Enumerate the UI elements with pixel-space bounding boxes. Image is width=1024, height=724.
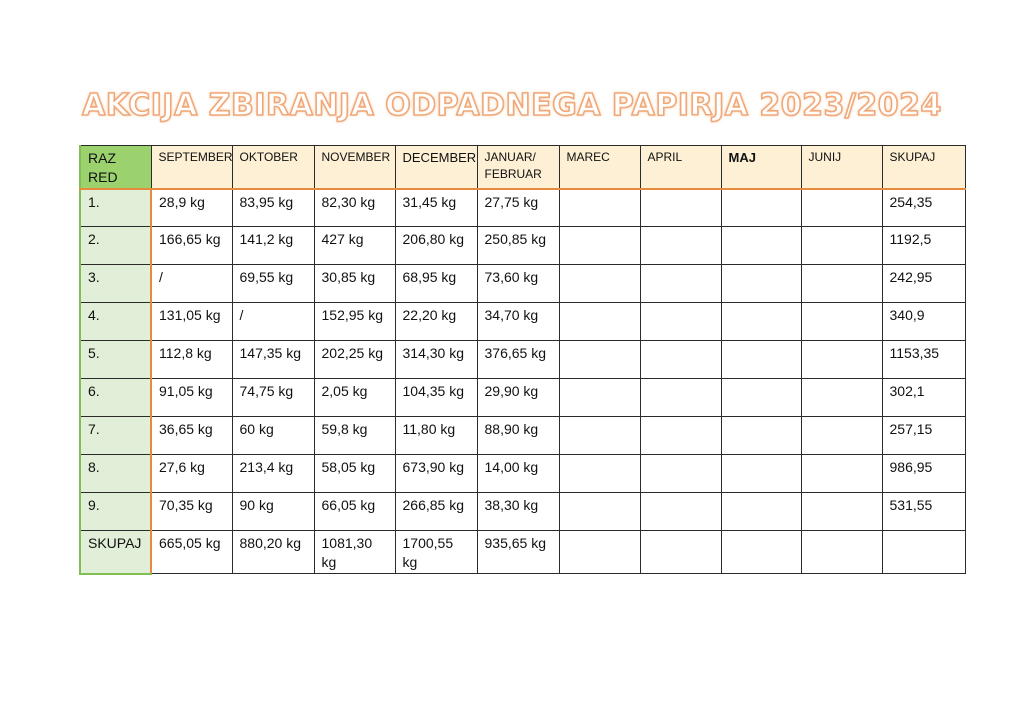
cell-november: 30,85 kg (314, 265, 395, 303)
cell-maj (721, 303, 801, 341)
cell-marec (559, 265, 640, 303)
cell-december: 22,20 kg (395, 303, 477, 341)
cell-skupaj: 1153,35 (882, 341, 965, 379)
cell-maj (721, 379, 801, 417)
table-row (80, 227, 965, 265)
cell-december: 104,35 kg (395, 379, 477, 417)
cell-class: 3. (80, 265, 151, 303)
cell-januar-februar: 376,65 kg (477, 341, 559, 379)
cell-class: 5. (80, 341, 151, 379)
cell-oktober: / (232, 303, 314, 341)
cell-december: 266,85 kg (395, 493, 477, 531)
cell-april (640, 493, 721, 531)
table-row (80, 189, 965, 227)
cell-januar-februar: 38,30 kg (477, 493, 559, 531)
cell-september: 665,05 kg (151, 531, 232, 574)
cell-september: 27,6 kg (151, 455, 232, 493)
cell-maj (721, 417, 801, 455)
cell-skupaj: 531,55 (882, 493, 965, 531)
cell-junij (801, 493, 882, 531)
table-row (80, 265, 965, 303)
table-row (80, 493, 965, 531)
cell-class: 8. (80, 455, 151, 493)
cell-skupaj: 257,15 (882, 417, 965, 455)
cell-marec (559, 531, 640, 574)
cell-marec (559, 303, 640, 341)
cell-maj (721, 531, 801, 574)
header-maj: MAJ (721, 146, 801, 189)
cell-junij (801, 303, 882, 341)
cell-oktober: 141,2 kg (232, 227, 314, 265)
cell-november: 66,05 kg (314, 493, 395, 531)
cell-marec (559, 227, 640, 265)
header-september: SEPTEMBER (151, 146, 232, 189)
cell-oktober: 74,75 kg (232, 379, 314, 417)
table-row (80, 341, 965, 379)
table-row (80, 379, 965, 417)
cell-november: 2,05 kg (314, 379, 395, 417)
cell-april (640, 189, 721, 227)
header-oktober: OKTOBER (232, 146, 314, 189)
cell-september: / (151, 265, 232, 303)
total-row (80, 531, 965, 574)
cell-class: 9. (80, 493, 151, 531)
cell-september: 166,65 kg (151, 227, 232, 265)
cell-januar-februar: 34,70 kg (477, 303, 559, 341)
cell-maj (721, 341, 801, 379)
cell-januar-februar: 29,90 kg (477, 379, 559, 417)
cell-januar-februar: 73,60 kg (477, 265, 559, 303)
cell-junij (801, 455, 882, 493)
cell-november: 58,05 kg (314, 455, 395, 493)
cell-november: 59,8 kg (314, 417, 395, 455)
cell-skupaj: 340,9 (882, 303, 965, 341)
cell-junij (801, 341, 882, 379)
cell-maj (721, 227, 801, 265)
cell-december: 206,80 kg (395, 227, 477, 265)
cell-december: 68,95 kg (395, 265, 477, 303)
cell-januar-februar: 935,65 kg (477, 531, 559, 574)
cell-marec (559, 455, 640, 493)
cell-skupaj: 1192,5 (882, 227, 965, 265)
header-skupaj: SKUPAJ (882, 146, 965, 189)
table-row (80, 455, 965, 493)
cell-april (640, 227, 721, 265)
cell-maj (721, 189, 801, 227)
cell-skupaj (882, 531, 965, 574)
header-december: DECEMBER (395, 146, 477, 189)
cell-oktober: 213,4 kg (232, 455, 314, 493)
table-row (80, 417, 965, 455)
cell-junij (801, 531, 882, 574)
cell-januar-februar: 88,90 kg (477, 417, 559, 455)
header-marec: MAREC (559, 146, 640, 189)
cell-junij (801, 379, 882, 417)
cell-april (640, 531, 721, 574)
cell-april (640, 303, 721, 341)
cell-skupaj: 302,1 (882, 379, 965, 417)
cell-januar-februar: 14,00 kg (477, 455, 559, 493)
header-class: RAZ RED (80, 146, 151, 189)
cell-class: 1. (80, 189, 151, 227)
cell-marec (559, 341, 640, 379)
cell-april (640, 265, 721, 303)
cell-oktober: 83,95 kg (232, 189, 314, 227)
cell-junij (801, 189, 882, 227)
cell-skupaj: 242,95 (882, 265, 965, 303)
cell-april (640, 455, 721, 493)
cell-oktober: 90 kg (232, 493, 314, 531)
cell-december: 673,90 kg (395, 455, 477, 493)
table-row (80, 303, 965, 341)
page-title: AKCIJA ZBIRANJA ODPADNEGA PAPIRJA 2023/2024 (82, 88, 942, 123)
cell-november: 1081,30 kg (314, 531, 395, 574)
header-november: NOVEMBER (314, 146, 395, 189)
cell-oktober: 147,35 kg (232, 341, 314, 379)
cell-marec (559, 493, 640, 531)
cell-januar-februar: 250,85 kg (477, 227, 559, 265)
cell-maj (721, 493, 801, 531)
header-april: APRIL (640, 146, 721, 189)
cell-september: 70,35 kg (151, 493, 232, 531)
header-januar-februar: JANUAR/ FEBRUAR (477, 146, 559, 189)
cell-november: 82,30 kg (314, 189, 395, 227)
cell-class: 2. (80, 227, 151, 265)
cell-oktober: 69,55 kg (232, 265, 314, 303)
cell-januar-februar: 27,75 kg (477, 189, 559, 227)
cell-december: 11,80 kg (395, 417, 477, 455)
cell-class: SKUPAJ (80, 531, 151, 574)
cell-november: 427 kg (314, 227, 395, 265)
cell-december: 31,45 kg (395, 189, 477, 227)
cell-oktober: 880,20 kg (232, 531, 314, 574)
collection-table (79, 145, 966, 575)
cell-september: 28,9 kg (151, 189, 232, 227)
cell-september: 36,65 kg (151, 417, 232, 455)
cell-class: 7. (80, 417, 151, 455)
cell-oktober: 60 kg (232, 417, 314, 455)
cell-april (640, 379, 721, 417)
cell-december: 314,30 kg (395, 341, 477, 379)
cell-maj (721, 455, 801, 493)
cell-december: 1700,55 kg (395, 531, 477, 574)
cell-april (640, 341, 721, 379)
cell-skupaj: 986,95 (882, 455, 965, 493)
cell-class: 4. (80, 303, 151, 341)
cell-skupaj: 254,35 (882, 189, 965, 227)
cell-november: 202,25 kg (314, 341, 395, 379)
cell-september: 112,8 kg (151, 341, 232, 379)
cell-class: 6. (80, 379, 151, 417)
cell-marec (559, 189, 640, 227)
cell-junij (801, 265, 882, 303)
cell-november: 152,95 kg (314, 303, 395, 341)
cell-junij (801, 227, 882, 265)
cell-marec (559, 379, 640, 417)
cell-marec (559, 417, 640, 455)
header-junij: JUNIJ (801, 146, 882, 189)
cell-september: 131,05 kg (151, 303, 232, 341)
cell-april (640, 417, 721, 455)
cell-junij (801, 417, 882, 455)
header-row (80, 146, 965, 189)
cell-maj (721, 265, 801, 303)
cell-september: 91,05 kg (151, 379, 232, 417)
